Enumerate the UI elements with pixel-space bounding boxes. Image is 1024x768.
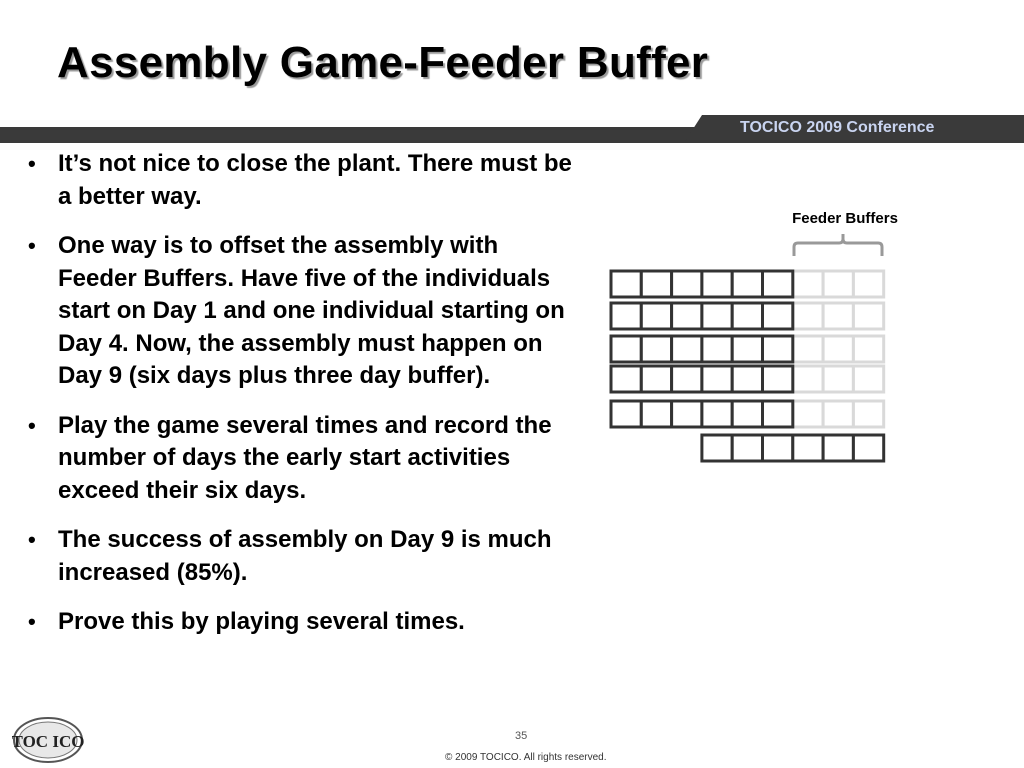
work-day-box	[702, 366, 732, 392]
work-day-box	[611, 401, 641, 427]
feeder-buffer-diagram	[600, 200, 910, 470]
work-day-box	[641, 271, 671, 297]
copyright-text: © 2009 TOCICO. All rights reserved.	[445, 752, 607, 763]
work-day-box	[732, 271, 762, 297]
work-day-box	[823, 435, 853, 461]
page-number: 35	[515, 730, 528, 742]
work-day-box	[793, 435, 823, 461]
bullet-item	[28, 148, 573, 213]
buffer-day-box	[793, 401, 823, 427]
work-day-box	[763, 401, 793, 427]
work-day-box	[641, 366, 671, 392]
work-day-box	[611, 336, 641, 362]
buffer-day-box	[823, 303, 853, 329]
bullet-item	[28, 524, 573, 589]
bullet-text: It’s not nice to close the plant. There must be a better way.	[58, 150, 572, 210]
buffer-day-box	[793, 271, 823, 297]
bullet-icon: •	[28, 151, 36, 176]
bullet-item	[28, 606, 573, 639]
bullet-text: The success of assembly on Day 9 is much increased (85%).	[58, 526, 552, 586]
buffer-day-box	[853, 336, 883, 362]
work-day-box	[672, 336, 702, 362]
work-day-box	[732, 435, 762, 461]
work-day-box	[732, 336, 762, 362]
work-day-box	[611, 303, 641, 329]
buffer-day-box	[853, 401, 883, 427]
buffer-day-box	[853, 271, 883, 297]
buffer-day-box	[793, 303, 823, 329]
logo-text: TOC ICO	[12, 732, 84, 751]
tocico-logo	[12, 716, 84, 764]
day-grid	[611, 271, 884, 461]
work-day-box	[702, 303, 732, 329]
bullet-text: Play the game several times and record the number of days the early start activities exceed their six days.	[58, 411, 552, 504]
buffer-day-box	[823, 271, 853, 297]
conference-label: TOCICO 2009 Conference	[740, 119, 935, 136]
work-day-box	[763, 336, 793, 362]
work-day-box	[702, 336, 732, 362]
bullet-item	[28, 230, 573, 393]
work-day-box	[611, 271, 641, 297]
bullet-text: One way is to offset the assembly with Feeder Buffers. Have five of the individuals start on Day 1 and one individual starting on Day 4. Now, the assembly must happen on Day 9 (six days plus three day buffer).	[58, 232, 565, 389]
buffer-day-box	[793, 366, 823, 392]
work-day-box	[611, 366, 641, 392]
work-day-box	[763, 366, 793, 392]
work-day-box	[672, 401, 702, 427]
work-day-box	[672, 271, 702, 297]
buffer-day-box	[793, 336, 823, 362]
bullet-item	[28, 410, 573, 508]
work-day-box	[732, 366, 762, 392]
buffer-day-box	[823, 336, 853, 362]
work-day-box	[702, 271, 732, 297]
bullet-list	[28, 148, 573, 656]
bullet-icon: •	[28, 233, 36, 258]
feeder-buffers-label: Feeder Buffers	[792, 210, 898, 227]
buffer-day-box	[853, 303, 883, 329]
buffer-day-box	[823, 401, 853, 427]
work-day-box	[702, 401, 732, 427]
buffer-day-box	[823, 366, 853, 392]
bullet-text: Prove this by playing several times.	[58, 608, 465, 635]
work-day-box	[672, 366, 702, 392]
work-day-box	[641, 336, 671, 362]
work-day-box	[732, 401, 762, 427]
work-day-box	[641, 401, 671, 427]
bullet-icon: •	[28, 527, 36, 552]
work-day-box	[763, 435, 793, 461]
slide-title: Assembly Game-Feeder Buffer	[57, 38, 709, 87]
work-day-box	[853, 435, 883, 461]
work-day-box	[672, 303, 702, 329]
work-day-box	[763, 271, 793, 297]
feeder-buffers-bracket	[794, 234, 882, 256]
bullet-icon: •	[28, 412, 36, 438]
buffer-day-box	[853, 366, 883, 392]
bullet-icon: •	[28, 609, 36, 634]
work-day-box	[763, 303, 793, 329]
work-day-box	[641, 303, 671, 329]
work-day-box	[702, 435, 732, 461]
work-day-box	[732, 303, 762, 329]
